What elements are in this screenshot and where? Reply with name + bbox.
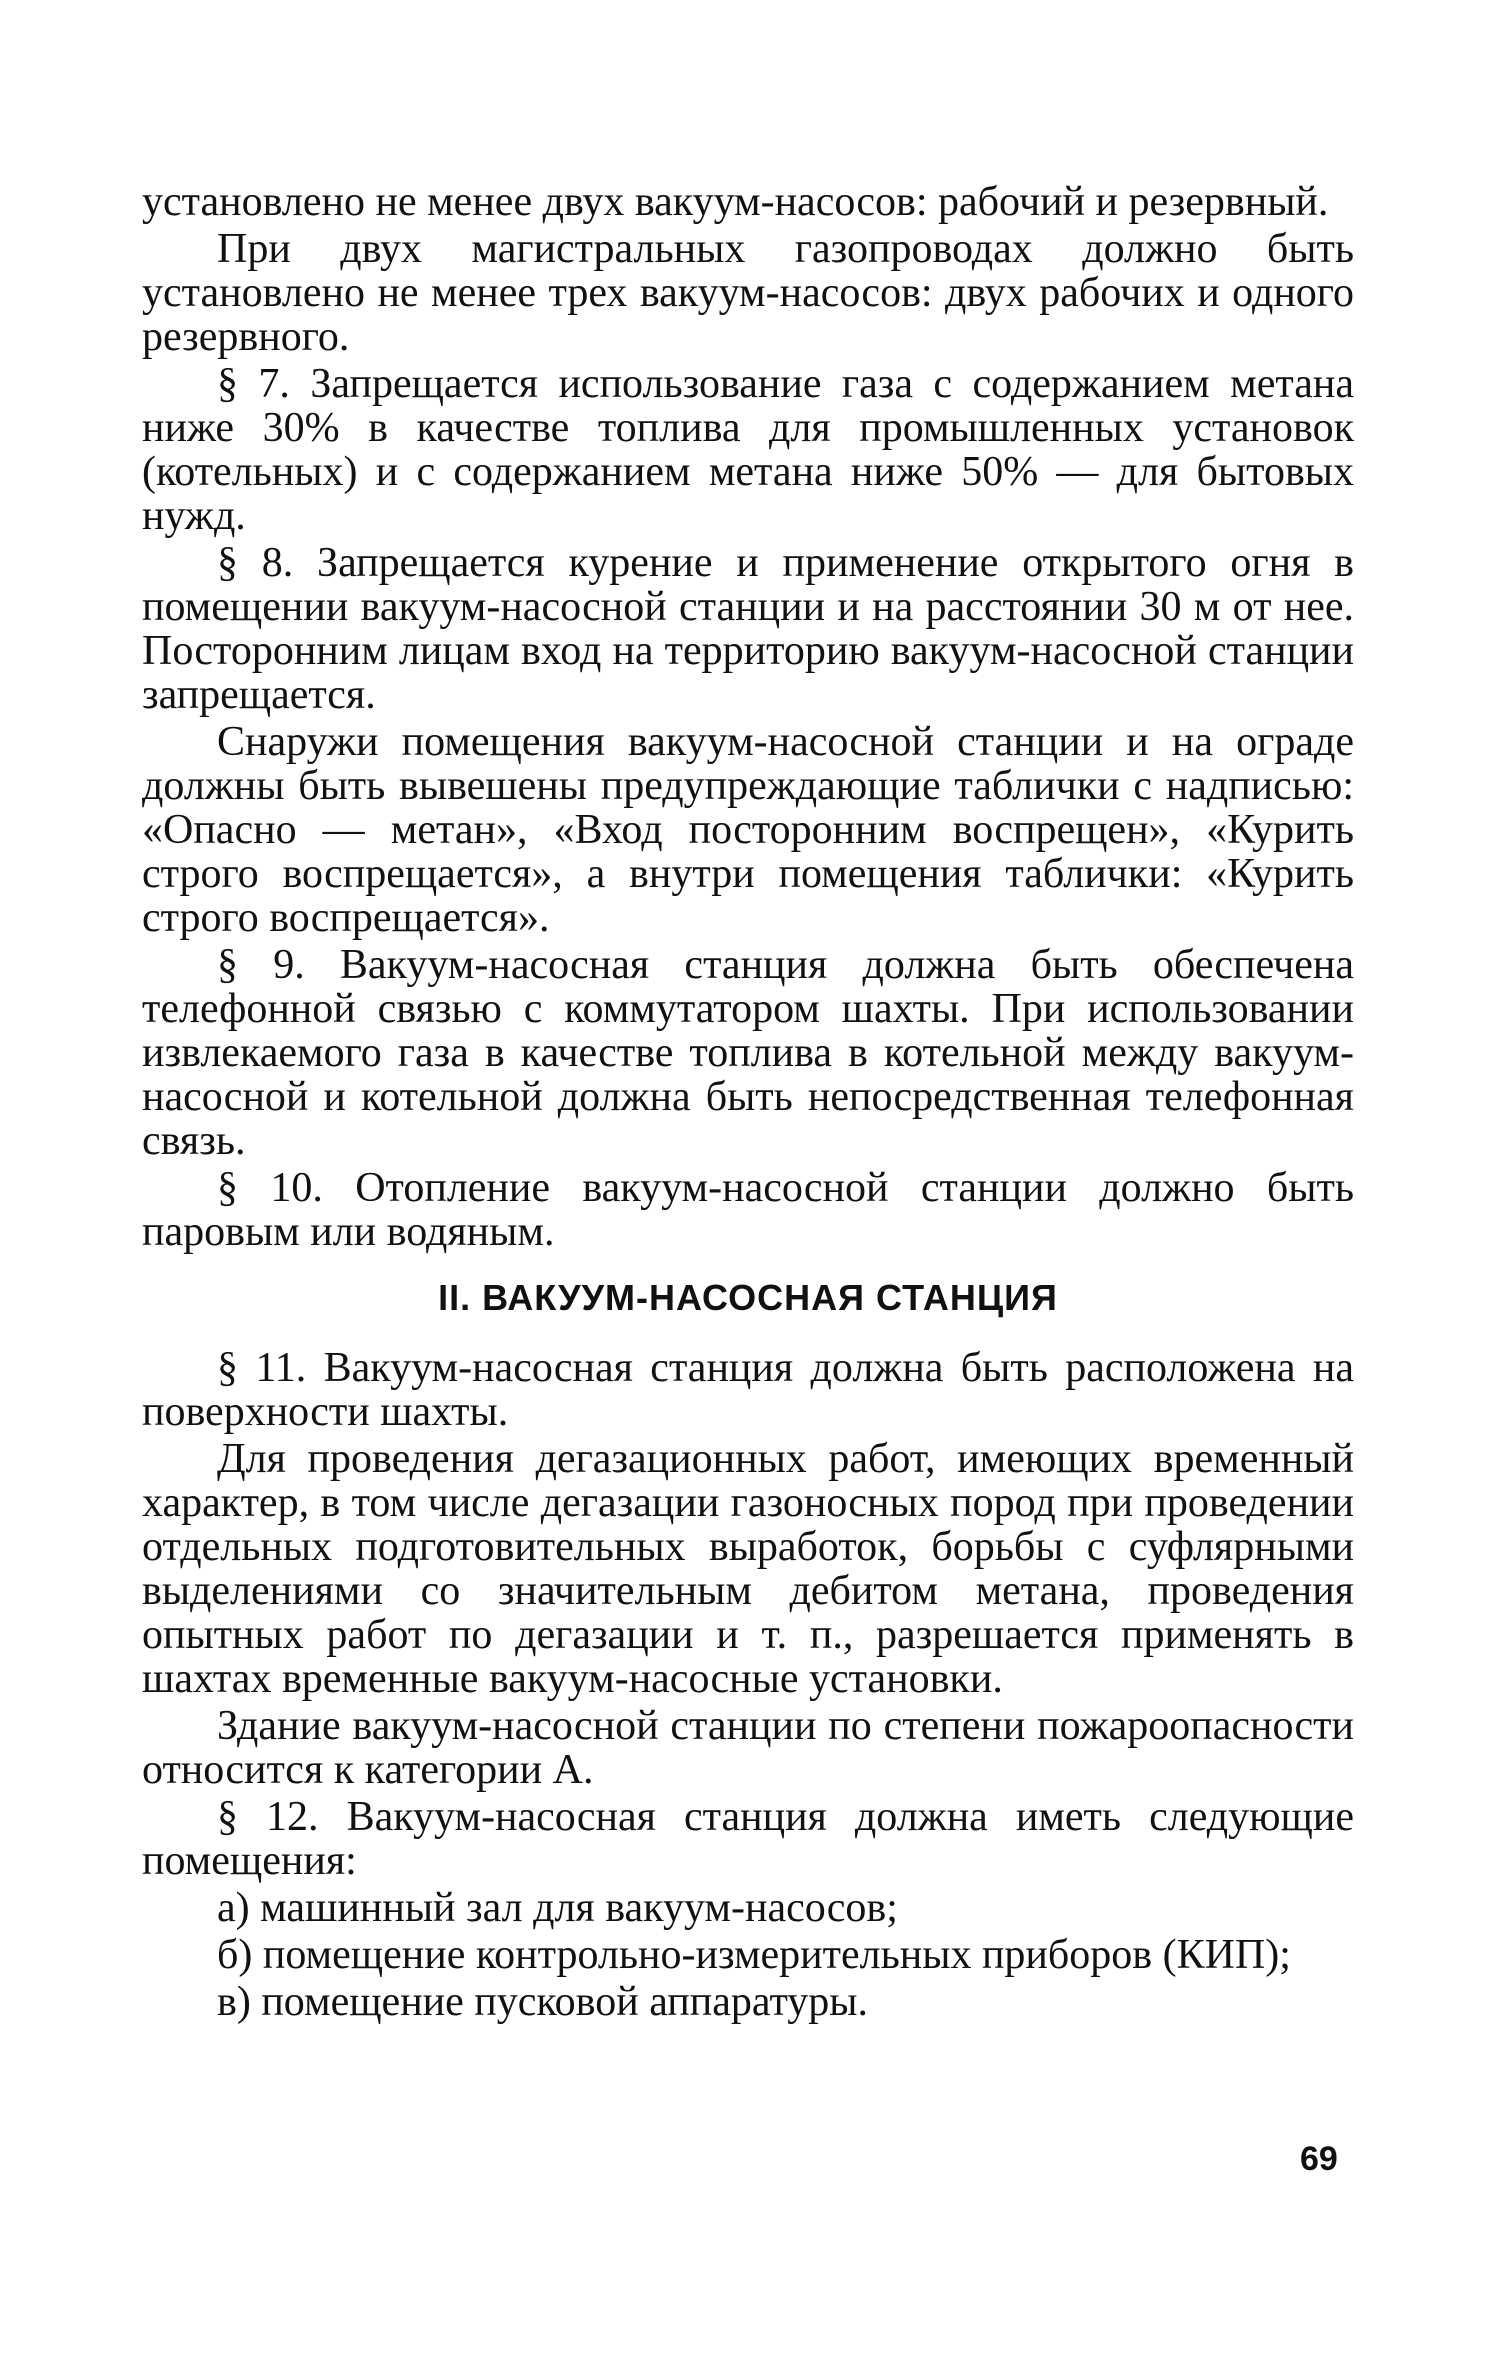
list-item: в) помещение пусковой аппаратуры. — [217, 1979, 868, 2025]
list-item: б) помещение контрольно-измерительных приборов (КИП); — [217, 1932, 1291, 1978]
page-number: 69 — [1300, 2140, 1338, 2178]
paragraph: Снаружи помещения вакуум-насосной станции и на ограде должны быть вывешены предупреждающие таблички с надписью: «Опасно — метан», «Вход посторонним воспрещен», «Курить строго воспрещается», а внутри помещения таблички: «Курить строго воспрещается». — [142, 719, 1354, 941]
paragraph: Для проведения дегазационных работ, имеющих временный характер, в том числе дегазации газоносных пород при проведении отдельных подготовительных выработок, борьбы с суфлярными выделениями со значительным дебитом метана, проведения опытных работ по дегазации и т. п., разрешается применять в шахтах временные вакуум-насосные установки. — [142, 1436, 1354, 1702]
paragraph-section-11: § 11. Вакуум-насосная станция должна быть расположена на поверхности шахты. — [142, 1345, 1354, 1435]
paragraph-section-10: § 10. Отопление вакуум-насосной станции должно быть паровым или водяным. — [142, 1165, 1354, 1255]
paragraph: установлено не менее двух вакуум-насосов: рабочий и резервный. — [142, 179, 1329, 225]
paragraph: Здание вакуум-насосной станции по степени пожароопасности относится к категории А. — [142, 1703, 1354, 1793]
paragraph-section-9: § 9. Вакуум-насосная станция должна быть обеспечена телефонной связью с коммутатором шахты. При использовании извлекаемого газа в качестве топлива в котельной между вакуум-насосной и котельной должна быть непосредственная телефонная связь. — [142, 942, 1354, 1164]
paragraph-section-8: § 8. Запрещается курение и применение открытого огня в помещении вакуум-насосной станции и на расстоянии 30 м от нее. Посторонним лицам вход на территорию вакуум-насосной станции запрещается. — [142, 540, 1354, 718]
section-heading: II. ВАКУУМ-НАСОСНАЯ СТАНЦИЯ — [438, 1277, 1058, 1318]
paragraph-section-12: § 12. Вакуум-насосная станция должна иметь следующие помещения: — [142, 1794, 1354, 1884]
page-body — [142, 180, 1354, 2027]
paragraph-section-7: § 7. Запрещается использование газа с содержанием метана ниже 30% в качестве топлива для промышленных установок (котельных) и с содержанием метана ниже 50% — для бытовых нужд. — [142, 361, 1354, 539]
paragraph: При двух магистральных газопроводах должно быть установлено не менее трех вакуум-насосов: двух рабочих и одного резервного. — [142, 226, 1354, 360]
list-item: а) машинный зал для вакуум-насосов; — [217, 1885, 898, 1931]
